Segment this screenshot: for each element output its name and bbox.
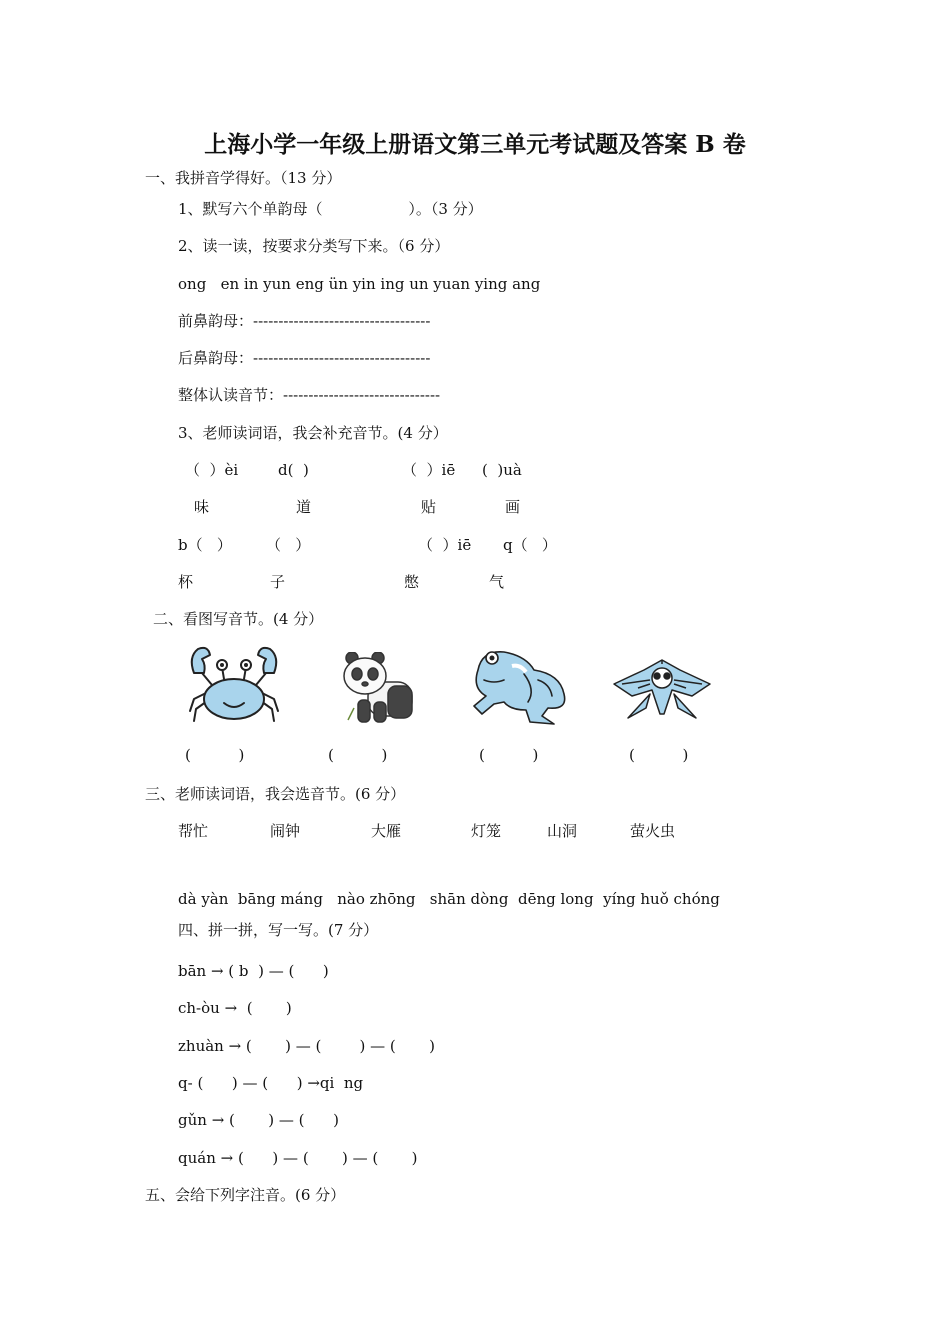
q3-pinyin-4: ( )uà	[482, 461, 522, 479]
q3-char-8: 气	[489, 573, 505, 591]
word-3: 大雁	[371, 822, 402, 840]
kite-picture	[610, 656, 714, 730]
q3-pinyin-6: （ ）	[266, 536, 311, 554]
q3-char-3: 贴	[421, 498, 437, 516]
q3-pinyin-3: （ ）iē	[402, 461, 456, 479]
spell-line-6: quán → ( ) — ( ) — ( )	[178, 1149, 418, 1167]
frog-picture	[464, 644, 572, 728]
word-4: 灯笼	[471, 822, 502, 840]
q3-char-5: 杯	[178, 573, 194, 591]
question-2: 2、读一读，按要求分类写下来。（6 分）	[178, 237, 450, 255]
q3-pinyin-5: b（ ）	[178, 536, 232, 554]
q3-char-2: 道	[296, 498, 312, 516]
panda-picture	[340, 652, 416, 726]
word-1: 帮忙	[178, 822, 209, 840]
word-5: 山洞	[547, 822, 578, 840]
pinyin-list: ong en in yun eng ün yin ing un yuan ying ang	[178, 275, 541, 293]
q3-pinyin-2: d( )	[278, 461, 309, 479]
q3-char-7: 憋	[404, 573, 420, 591]
word-6: 萤火虫	[630, 822, 676, 840]
front-nasal-line: 前鼻韵母：-----------------------------------	[178, 312, 431, 330]
section-3-heading: 三、老师读词语，我会选音节。(6 分）	[145, 785, 406, 803]
word-2: 闹钟	[270, 822, 301, 840]
section-4-heading: 四、拼一拼，写一写。(7 分）	[178, 921, 379, 939]
section-5-heading: 五、会给下列字注音。(6 分）	[145, 1186, 346, 1204]
q3-char-6: 子	[270, 573, 286, 591]
spell-line-5: gǔn → ( ) — ( )	[178, 1111, 339, 1129]
page-title: 上海小学一年级上册语文第三单元考试题及答案 B 卷	[204, 131, 746, 158]
q3-pinyin-7: （ ）iē	[418, 536, 472, 554]
spell-line-1: bān → ( b ) — ( )	[178, 962, 329, 980]
picture-blank-2[interactable]: ( )	[328, 746, 388, 764]
back-nasal-line: 后鼻韵母：-----------------------------------	[178, 349, 431, 367]
crab-picture	[186, 643, 282, 729]
spell-line-4: q- ( ) — ( ) →qi ng	[178, 1074, 364, 1092]
spell-line-3: zhuàn → ( ) — ( ) — ( )	[178, 1037, 436, 1055]
question-1: 1、默写六个单韵母（ ）。（3 分）	[178, 200, 483, 218]
q3-pinyin-1: （ ）èi	[185, 461, 239, 479]
q3-pinyin-8: q（ ）	[503, 536, 557, 554]
q3-char-1: 味	[194, 498, 210, 516]
section-1-heading: 一、我拼音学得好。（13 分）	[145, 169, 342, 187]
q3-char-4: 画	[505, 498, 521, 516]
picture-blank-1[interactable]: ( )	[185, 746, 245, 764]
spell-line-2: ch-òu → ( )	[178, 999, 292, 1017]
section-2-heading: 二、看图写音节。(4 分）	[153, 610, 324, 628]
pinyin-options: dà yàn bāng máng nào zhōng shān dòng dēng long yíng huǒ chóng	[178, 890, 720, 908]
question-3: 3、老师读词语，我会补充音节。(4 分）	[178, 424, 448, 442]
picture-blank-4[interactable]: ( )	[629, 746, 689, 764]
whole-syllable-line: 整体认读音节：-------------------------------	[178, 386, 441, 404]
picture-blank-3[interactable]: ( )	[479, 746, 539, 764]
